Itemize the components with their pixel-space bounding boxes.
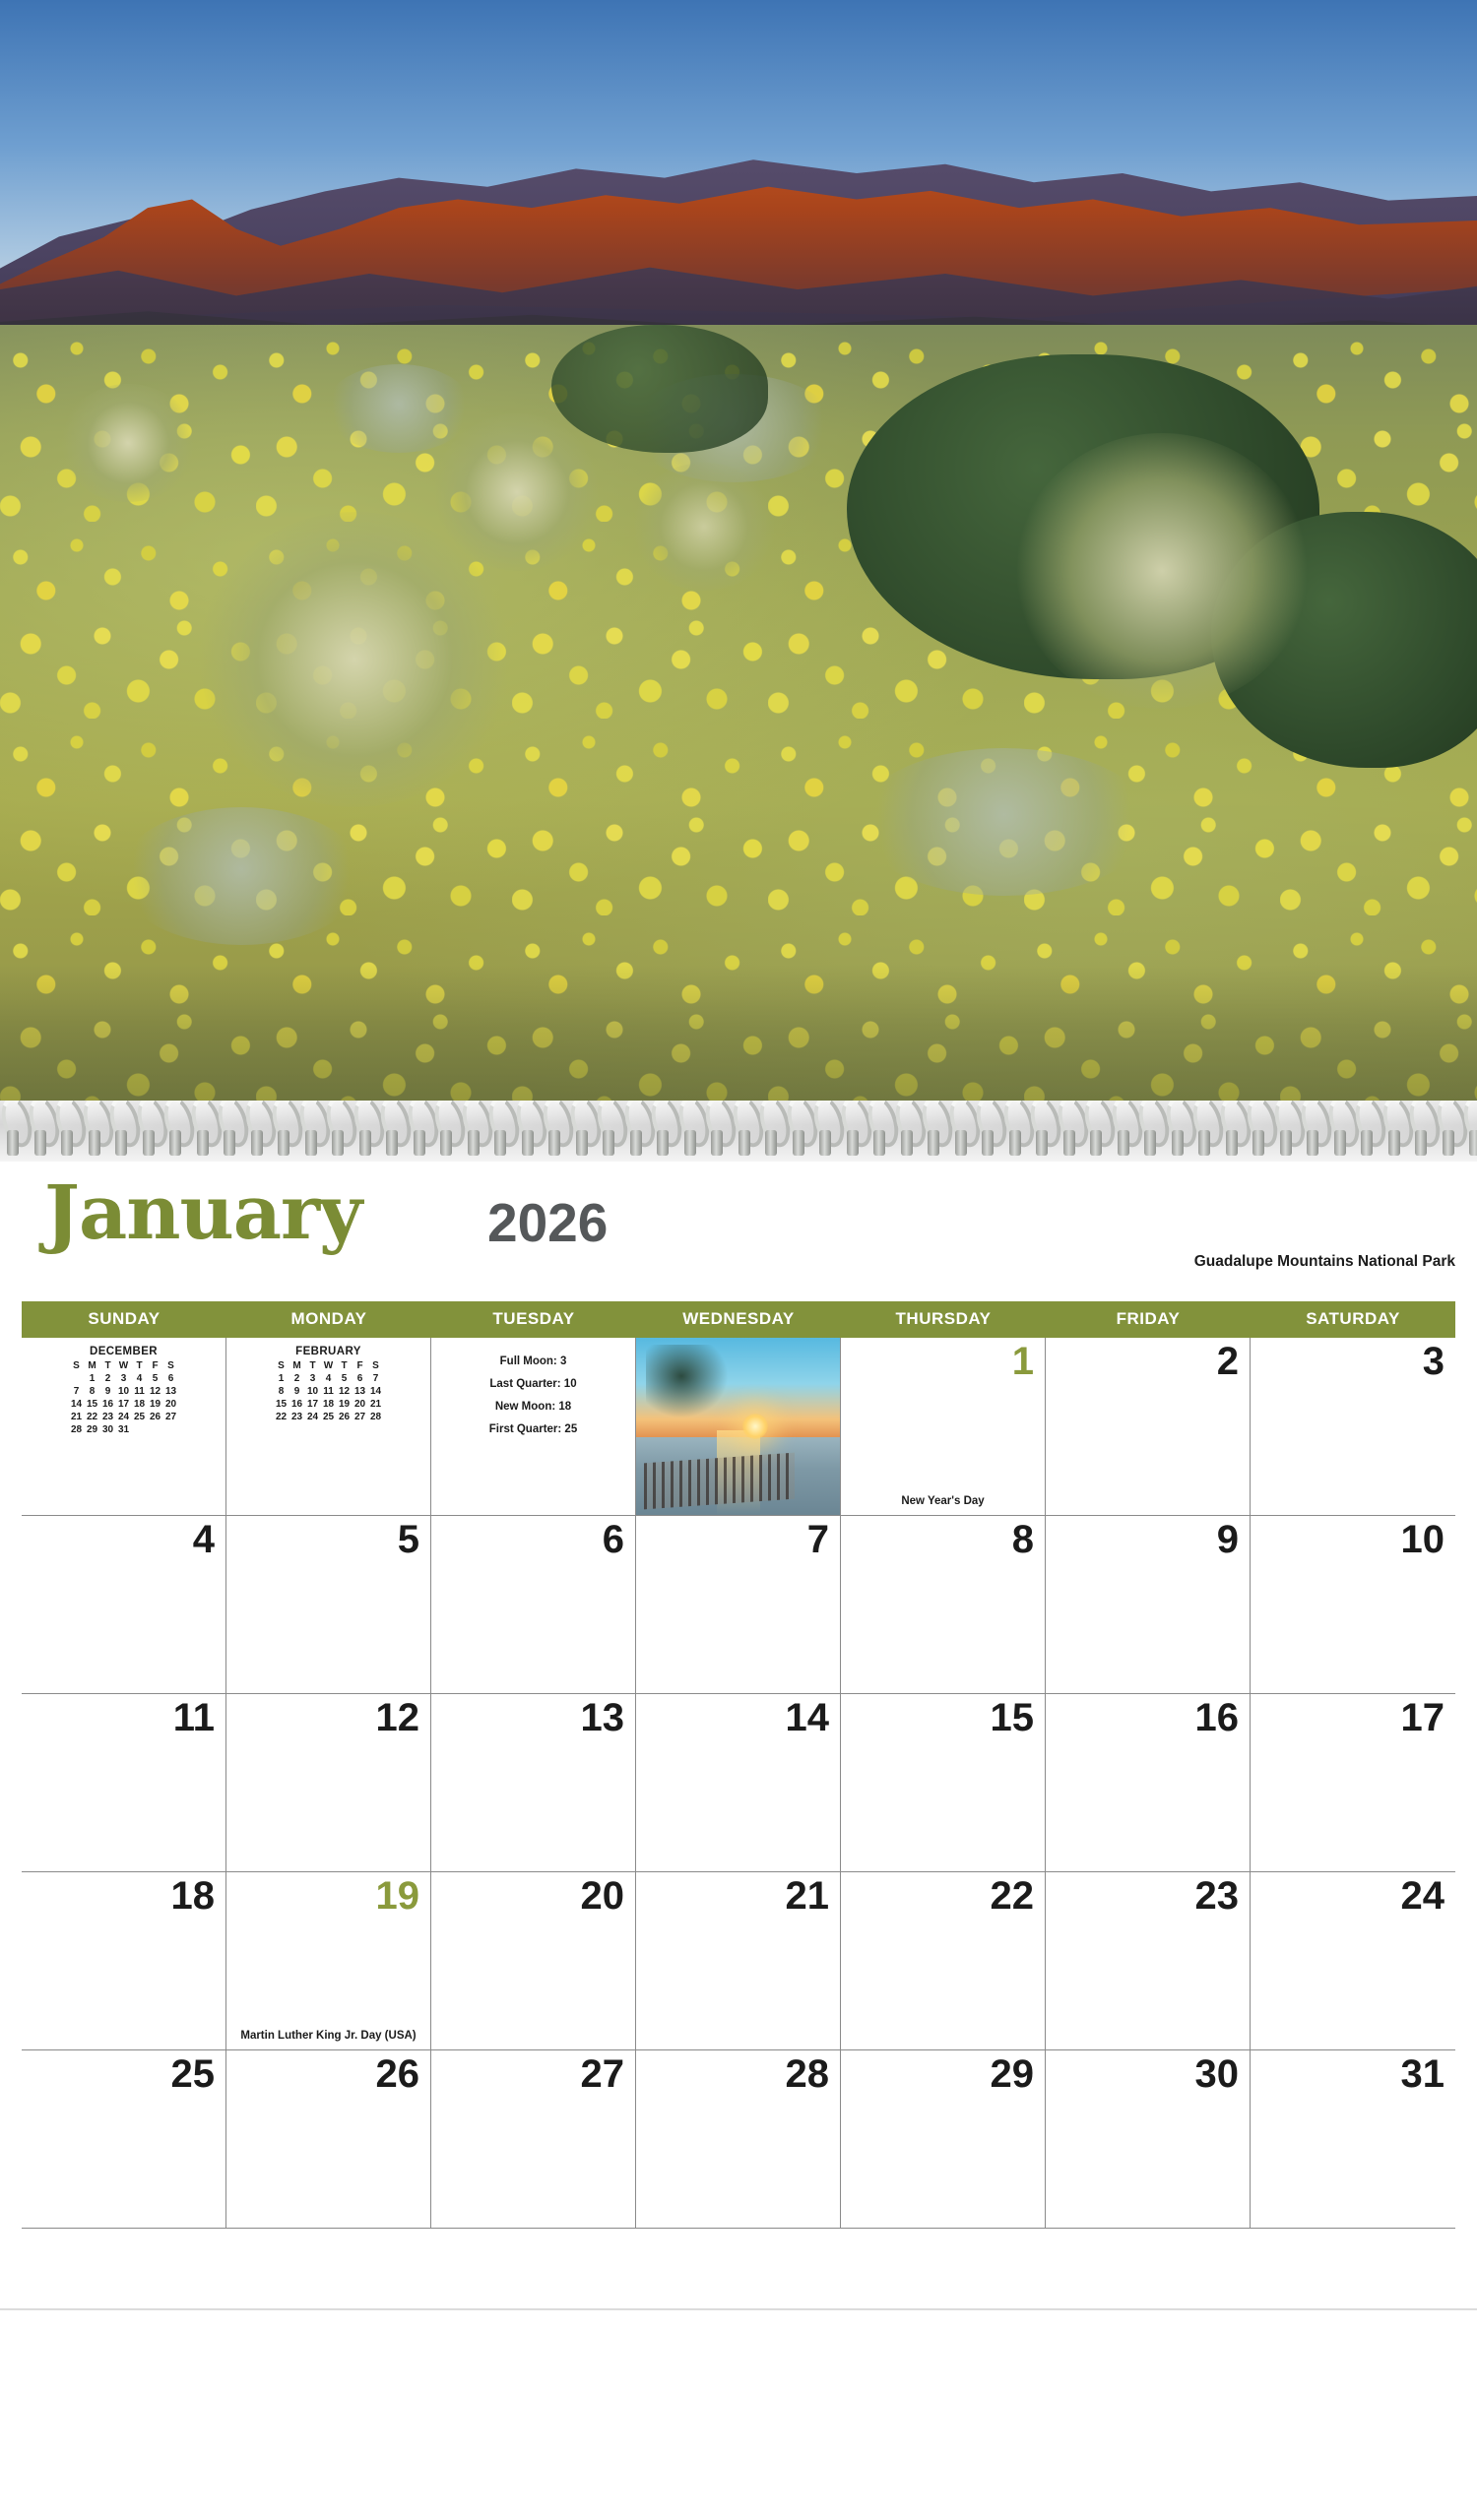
- spiral-coil: [1354, 1101, 1381, 1162]
- mini-weekday: S: [73, 1360, 80, 1371]
- mini-day: 13: [164, 1386, 177, 1397]
- mini-day: 26: [149, 1412, 161, 1422]
- day-cell[interactable]: [431, 1872, 636, 2049]
- spiral-coil: [840, 1101, 867, 1162]
- mini-day: 7: [372, 1373, 379, 1384]
- mini-day: 13: [353, 1386, 366, 1397]
- mini-day: 24: [306, 1412, 319, 1422]
- day-cell[interactable]: [431, 2050, 636, 2228]
- scrub-brush: [857, 748, 1152, 896]
- spiral-coil: [1111, 1101, 1138, 1162]
- mini-weekday: T: [341, 1360, 348, 1371]
- calendar-week-row: [22, 2050, 1455, 2229]
- mini-day: 17: [306, 1399, 319, 1410]
- mini-day: 17: [117, 1399, 130, 1410]
- mini-day: 14: [369, 1386, 382, 1397]
- spiral-coil: [379, 1101, 407, 1162]
- spiral-binding: [0, 1101, 1477, 1162]
- day-number: 8: [1011, 1518, 1034, 1561]
- mini-month-february: [226, 1338, 430, 1423]
- calendar-grid: [22, 1301, 1455, 2229]
- day-number: 17: [1400, 1696, 1445, 1739]
- spiral-coil: [82, 1101, 109, 1162]
- mini-day: 12: [149, 1386, 161, 1397]
- palm-tree: [646, 1345, 735, 1423]
- mini-day: [69, 1372, 85, 1385]
- spiral-coil: [596, 1101, 623, 1162]
- month-name: January: [44, 1168, 362, 1256]
- day-number: 25: [170, 2052, 215, 2096]
- mini-day: 2: [104, 1373, 111, 1384]
- mini-day: [132, 1423, 148, 1436]
- day-cell[interactable]: [431, 1694, 636, 1871]
- mini-day: 26: [338, 1412, 351, 1422]
- day-number: 4: [192, 1518, 215, 1561]
- day-number: 19: [375, 1874, 419, 1918]
- day-cell[interactable]: [841, 1338, 1046, 1515]
- day-cell[interactable]: [841, 2050, 1046, 2228]
- spiral-coil: [1137, 1101, 1165, 1162]
- day-cell[interactable]: [1046, 1872, 1251, 2049]
- mini-day: 4: [325, 1373, 332, 1384]
- page-footer-space: [0, 2310, 1477, 2520]
- day-cell[interactable]: [636, 2050, 841, 2228]
- year-label: 2026: [487, 1192, 609, 1253]
- mini-month-title: FEBRUARY: [295, 1346, 361, 1357]
- mini-day: 25: [322, 1412, 335, 1422]
- moon-phase-entry: First Quarter: 25: [488, 1423, 578, 1435]
- header-photo: [0, 0, 1477, 1117]
- mini-weekday: F: [152, 1360, 159, 1371]
- mini-day: 11: [134, 1386, 145, 1397]
- day-number: 24: [1400, 1874, 1445, 1918]
- spiral-coil: [298, 1101, 326, 1162]
- moon-phase-entry: New Moon: 18: [494, 1401, 572, 1413]
- day-number: 6: [602, 1518, 624, 1561]
- day-number: 10: [1400, 1518, 1445, 1561]
- mini-day: 11: [323, 1386, 334, 1397]
- mini-day: 10: [306, 1386, 319, 1397]
- mini-day: 27: [164, 1412, 177, 1422]
- spiral-coil: [894, 1101, 922, 1162]
- spiral-coil: [1436, 1101, 1463, 1162]
- day-cell[interactable]: [1251, 1338, 1455, 1515]
- day-cell[interactable]: [1046, 2050, 1251, 2228]
- spiral-coil: [1246, 1101, 1273, 1162]
- day-number: 12: [375, 1696, 419, 1739]
- weekday-label: SUNDAY: [88, 1309, 161, 1328]
- day-cell[interactable]: [22, 2050, 226, 2228]
- spiral-coil: [1219, 1101, 1247, 1162]
- spiral-coil: [54, 1101, 82, 1162]
- day-cell[interactable]: [841, 1694, 1046, 1871]
- mini-day: 7: [73, 1386, 80, 1397]
- day-number: 29: [990, 2052, 1034, 2096]
- mini-day: 1: [89, 1373, 96, 1384]
- mini-weekday: M: [292, 1360, 301, 1371]
- mini-day: 28: [70, 1424, 83, 1435]
- weekday-header-row: [22, 1301, 1455, 1338]
- spiral-coil: [271, 1101, 298, 1162]
- day-cell[interactable]: [841, 1516, 1046, 1693]
- weekday-label: WEDNESDAY: [682, 1309, 795, 1328]
- day-number: 20: [580, 1874, 624, 1918]
- day-number: 14: [785, 1696, 829, 1739]
- spiral-coil: [1191, 1101, 1219, 1162]
- day-cell[interactable]: [226, 1872, 431, 2049]
- spiral-coil: [650, 1101, 677, 1162]
- sun: [742, 1414, 768, 1439]
- yucca-plant: [197, 512, 512, 807]
- spiral-coil: [28, 1101, 55, 1162]
- day-cell[interactable]: [1251, 2050, 1455, 2228]
- mini-day: 3: [120, 1373, 127, 1384]
- spiral-coil: [433, 1101, 461, 1162]
- moon-phases: [431, 1338, 635, 1435]
- mini-day: 28: [369, 1412, 382, 1422]
- calendar-weeks: [22, 1338, 1455, 2229]
- spiral-coil: [217, 1101, 244, 1162]
- day-cell[interactable]: [1251, 1872, 1455, 2049]
- moon-phase-cell: [431, 1338, 636, 1515]
- mini-day: 30: [101, 1424, 114, 1435]
- mini-day: 20: [164, 1399, 177, 1410]
- day-cell[interactable]: [1046, 1338, 1251, 1515]
- day-cell[interactable]: [226, 1694, 431, 1871]
- spiral-coil: [677, 1101, 705, 1162]
- mini-day: [163, 1423, 179, 1436]
- foreground-shade: [0, 965, 1477, 1117]
- spiral-coil: [461, 1101, 488, 1162]
- mini-day: 31: [117, 1424, 130, 1435]
- spiral-coil: [1029, 1101, 1057, 1162]
- spiral-coil: [948, 1101, 976, 1162]
- spiral-coil: [1327, 1101, 1355, 1162]
- day-cell[interactable]: [22, 1694, 226, 1871]
- mini-day: 16: [101, 1399, 114, 1410]
- day-number: 18: [170, 1874, 215, 1918]
- spiral-coil: [190, 1101, 218, 1162]
- mini-day: 20: [353, 1399, 366, 1410]
- day-number: 3: [1422, 1340, 1445, 1383]
- mini-day: 19: [149, 1399, 161, 1410]
- day-number: 7: [806, 1518, 829, 1561]
- day-number: 13: [580, 1696, 624, 1739]
- day-cell[interactable]: [636, 1516, 841, 1693]
- day-number: 9: [1216, 1518, 1239, 1561]
- spiral-coil: [975, 1101, 1002, 1162]
- mini-day: 22: [86, 1412, 98, 1422]
- inset-photo-cell: [636, 1338, 841, 1515]
- spiral-coil: [1300, 1101, 1327, 1162]
- month-header: [0, 1167, 1477, 1295]
- day-event-label: Martin Luther King Jr. Day (USA): [240, 2030, 417, 2042]
- calendar-week-row: [22, 1516, 1455, 1694]
- spiral-coil: [1057, 1101, 1084, 1162]
- spiral-coil: [407, 1101, 434, 1162]
- day-number: 23: [1194, 1874, 1239, 1918]
- scrub-brush: [325, 364, 473, 453]
- mini-day: 18: [322, 1399, 335, 1410]
- mini-day: 21: [369, 1399, 382, 1410]
- day-number: 26: [375, 2052, 419, 2096]
- mini-day: 9: [104, 1386, 111, 1397]
- mini-month-cell: [22, 1338, 226, 1515]
- day-cell[interactable]: [636, 1872, 841, 2049]
- mini-day: 5: [152, 1373, 159, 1384]
- day-cell[interactable]: [226, 2050, 431, 2228]
- spiral-coil: [921, 1101, 948, 1162]
- spiral-coil: [1381, 1101, 1409, 1162]
- spiral-coil: [569, 1101, 597, 1162]
- day-number: 31: [1400, 2052, 1445, 2096]
- day-number: 21: [785, 1874, 829, 1918]
- day-number: 1: [1011, 1340, 1034, 1383]
- yucca-plant: [1014, 433, 1310, 709]
- day-cell[interactable]: [841, 1872, 1046, 2049]
- calendar-week-row: [22, 1338, 1455, 1516]
- spiral-coil: [786, 1101, 813, 1162]
- calendar-week-row: [22, 1694, 1455, 1872]
- moon-phase-entry: Full Moon: 3: [499, 1355, 567, 1367]
- day-number: 5: [397, 1518, 419, 1561]
- day-number: 28: [785, 2052, 829, 2096]
- mini-day: 27: [353, 1412, 366, 1422]
- spiral-coil: [812, 1101, 840, 1162]
- mini-weekday: S: [167, 1360, 174, 1371]
- mini-day: 15: [86, 1399, 98, 1410]
- mini-day: 3: [309, 1373, 316, 1384]
- spiral-coil: [1002, 1101, 1030, 1162]
- mini-month-title: DECEMBER: [89, 1346, 158, 1357]
- yucca-plant: [59, 384, 197, 502]
- day-number: 2: [1216, 1340, 1239, 1383]
- day-number: 27: [580, 2052, 624, 2096]
- day-cell[interactable]: [22, 1516, 226, 1693]
- scrub-brush: [118, 807, 364, 945]
- spiral-coil: [623, 1101, 651, 1162]
- mini-day: 6: [167, 1373, 174, 1384]
- mini-day: 22: [275, 1412, 288, 1422]
- mini-weekday: T: [309, 1360, 316, 1371]
- spiral-coil: [867, 1101, 894, 1162]
- moon-phase-entry: Last Quarter: 10: [489, 1378, 577, 1390]
- mini-day: 23: [290, 1412, 303, 1422]
- weekday-label: MONDAY: [290, 1309, 367, 1328]
- mini-day: 9: [293, 1386, 300, 1397]
- yucca-plant: [630, 463, 778, 591]
- spiral-coil: [1165, 1101, 1192, 1162]
- mini-day: 6: [356, 1373, 363, 1384]
- calendar-week-row: [22, 1872, 1455, 2050]
- mini-day: 18: [133, 1399, 146, 1410]
- spiral-coil: [325, 1101, 353, 1162]
- mini-month-cell: [226, 1338, 431, 1515]
- spiral-coil: [704, 1101, 732, 1162]
- spiral-coil: [487, 1101, 515, 1162]
- mini-weekday: T: [136, 1360, 143, 1371]
- day-number: 30: [1194, 2052, 1239, 2096]
- mini-weekday: F: [356, 1360, 363, 1371]
- day-cell[interactable]: [636, 1694, 841, 1871]
- weekday-label: SATURDAY: [1306, 1309, 1400, 1328]
- mini-day: 29: [86, 1424, 98, 1435]
- weekday-label: THURSDAY: [895, 1309, 992, 1328]
- day-number: 11: [172, 1696, 215, 1739]
- day-number: 15: [990, 1696, 1034, 1739]
- mini-day: 8: [89, 1386, 96, 1397]
- spiral-coil: [1462, 1101, 1477, 1162]
- day-number: 16: [1194, 1696, 1239, 1739]
- mini-weekday: T: [104, 1360, 111, 1371]
- spiral-coil: [515, 1101, 543, 1162]
- mini-weekday: S: [372, 1360, 379, 1371]
- day-cell[interactable]: [1046, 1694, 1251, 1871]
- mini-day: 15: [275, 1399, 288, 1410]
- mini-day: 19: [338, 1399, 351, 1410]
- mini-day: 16: [290, 1399, 303, 1410]
- mini-day: 12: [338, 1386, 351, 1397]
- weekday-label: TUESDAY: [492, 1309, 575, 1328]
- spiral-coil: [136, 1101, 163, 1162]
- spiral-coil: [108, 1101, 136, 1162]
- mini-day: 14: [70, 1399, 83, 1410]
- mini-day: 24: [117, 1412, 130, 1422]
- spiral-coil: [0, 1101, 28, 1162]
- mini-weekday: W: [118, 1360, 129, 1371]
- sunset-pier-photo: [636, 1338, 840, 1515]
- spiral-coil: [758, 1101, 786, 1162]
- day-cell[interactable]: [226, 1516, 431, 1693]
- day-event-label: New Year's Day: [901, 1495, 985, 1507]
- mini-weekday: S: [278, 1360, 285, 1371]
- mini-day: 21: [70, 1412, 83, 1422]
- spiral-coil: [1408, 1101, 1436, 1162]
- mini-day: 23: [101, 1412, 114, 1422]
- day-number: 22: [990, 1874, 1034, 1918]
- mini-day: 2: [293, 1373, 300, 1384]
- mini-weekday: M: [88, 1360, 96, 1371]
- day-cell[interactable]: [1251, 1694, 1455, 1871]
- spiral-coil: [732, 1101, 759, 1162]
- mini-day: 4: [136, 1373, 143, 1384]
- mini-day: 8: [278, 1386, 285, 1397]
- day-cell[interactable]: [1046, 1516, 1251, 1693]
- spiral-coil: [1083, 1101, 1111, 1162]
- spiral-coil: [162, 1101, 190, 1162]
- yucca-plant: [433, 413, 601, 571]
- mini-month-december: [22, 1338, 225, 1436]
- spiral-coil: [244, 1101, 272, 1162]
- photo-caption: Guadalupe Mountains National Park: [1193, 1253, 1455, 1270]
- weekday-label: FRIDAY: [1116, 1309, 1181, 1328]
- mini-day: [148, 1423, 163, 1436]
- day-cell[interactable]: [22, 1872, 226, 2049]
- mini-day: 25: [133, 1412, 146, 1422]
- day-cell[interactable]: [431, 1516, 636, 1693]
- day-cell[interactable]: [1251, 1516, 1455, 1693]
- mini-day: 5: [341, 1373, 348, 1384]
- spiral-coil: [542, 1101, 569, 1162]
- spiral-coil: [1273, 1101, 1301, 1162]
- mini-weekday: W: [323, 1360, 334, 1371]
- mini-day: 1: [278, 1373, 285, 1384]
- spiral-coil: [353, 1101, 380, 1162]
- mini-day: 10: [117, 1386, 130, 1397]
